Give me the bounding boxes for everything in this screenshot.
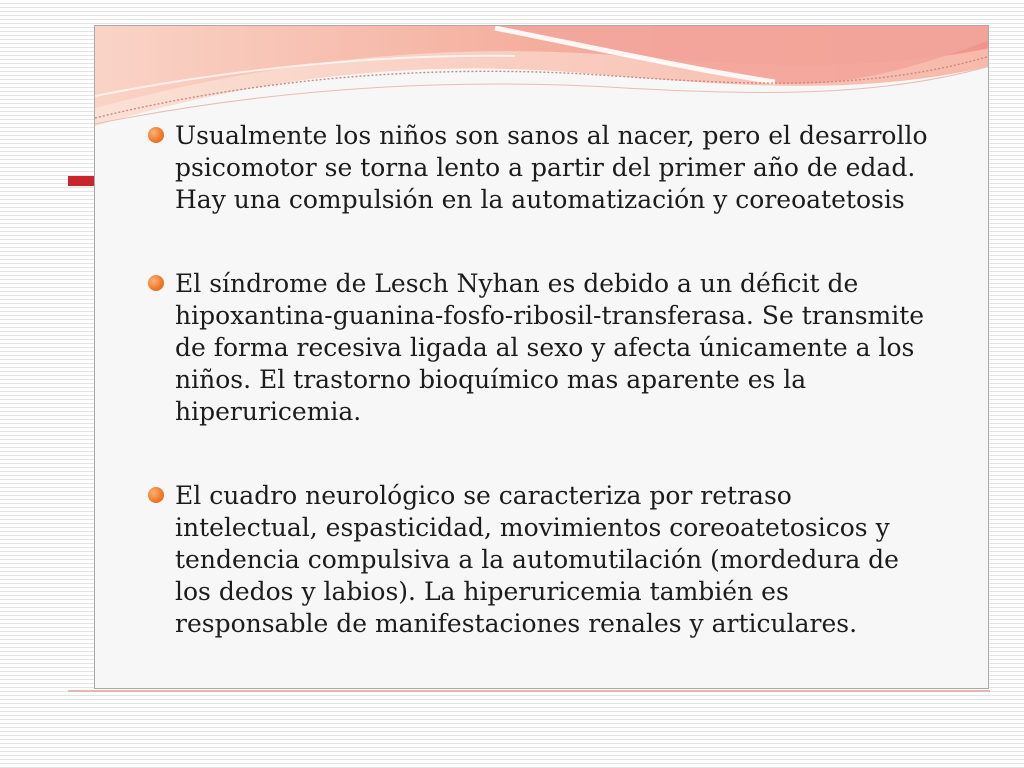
bullet-list [147,120,937,640]
slide-panel [94,25,989,689]
bullet-item [147,480,937,640]
bullet-text: El cuadro neurológico se caracteriza por retraso intelectual, espasticidad, movimientos coreoatetosicos y tendencia compulsiva a la automutilación (mordedura de los dedos y labios). La hiperuricemia también es responsable de manifestaciones renales y articulares. [175,481,899,638]
bullet-item [147,268,937,428]
orange-bullet-icon [148,275,164,291]
side-accent-mark [68,176,96,186]
bottom-rule [68,690,990,692]
orange-bullet-icon [148,487,164,503]
bullet-text: Usualmente los niños son sanos al nacer, pero el desarrollo psicomotor se torna lento a partir del primer año de edad. Hay una compulsión en la automatización y coreoatetosis [175,121,928,214]
bullet-text: El síndrome de Lesch Nyhan es debido a un déficit de hipoxantina-guanina-fosfo-ribosil-transferasa. Se transmite de forma recesiva ligada al sexo y afecta únicamente a los niños. El trastorno bioquímico mas aparente es la hiperuricemia. [175,269,925,426]
orange-bullet-icon [148,127,164,143]
bullet-item [147,120,937,216]
